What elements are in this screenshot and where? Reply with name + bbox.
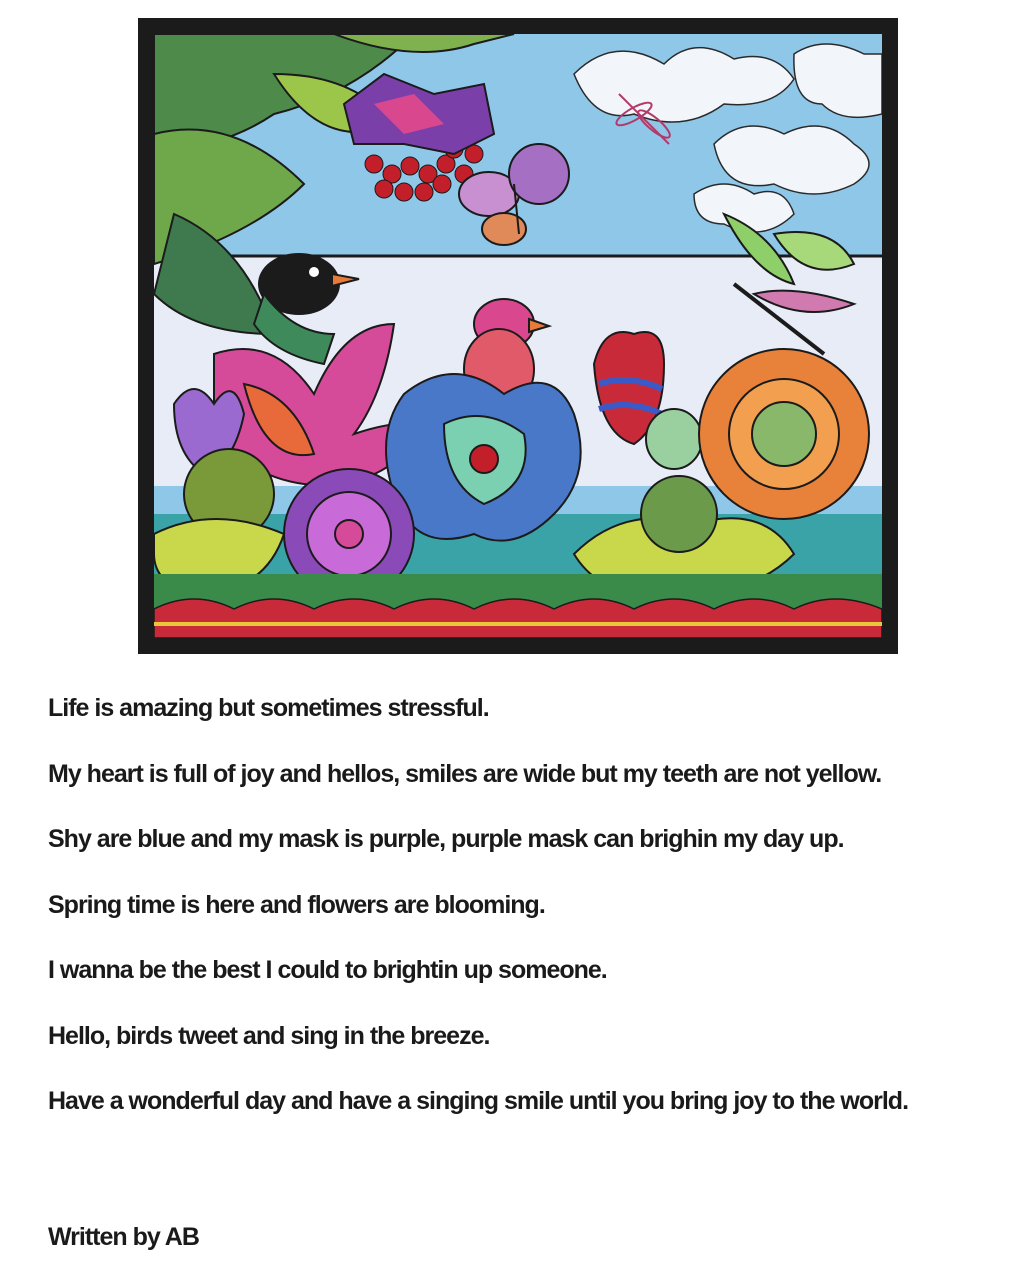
poem-line: Spring time is here and flowers are blooming.: [48, 890, 545, 919]
orange-sunflower: [699, 349, 869, 519]
poem: [48, 693, 1023, 1152]
poem-line: Have a wonderful day and have a singing smile until you bring joy to the world.: [48, 1087, 909, 1115]
signature: Written by AB: [48, 1223, 199, 1251]
poem-line: Life is amazing but sometimes stressful.: [48, 694, 489, 722]
poem-line: My heart is full of joy and hellos, smiles are wide but my teeth are not yellow.: [48, 759, 882, 788]
poem-line: Hello, birds tweet and sing in the breeze.: [48, 1021, 490, 1050]
poem-line: Shy are blue and my mask is purple, purple mask can brighin my day up.: [48, 825, 844, 853]
blue-flower-shape: [386, 374, 581, 541]
grass-pattern: [154, 599, 882, 638]
artwork-image: [138, 18, 898, 654]
colorful-garden-illustration: [154, 34, 882, 638]
poem-line: I wanna be the best I could to brightin up someone.: [48, 956, 607, 984]
